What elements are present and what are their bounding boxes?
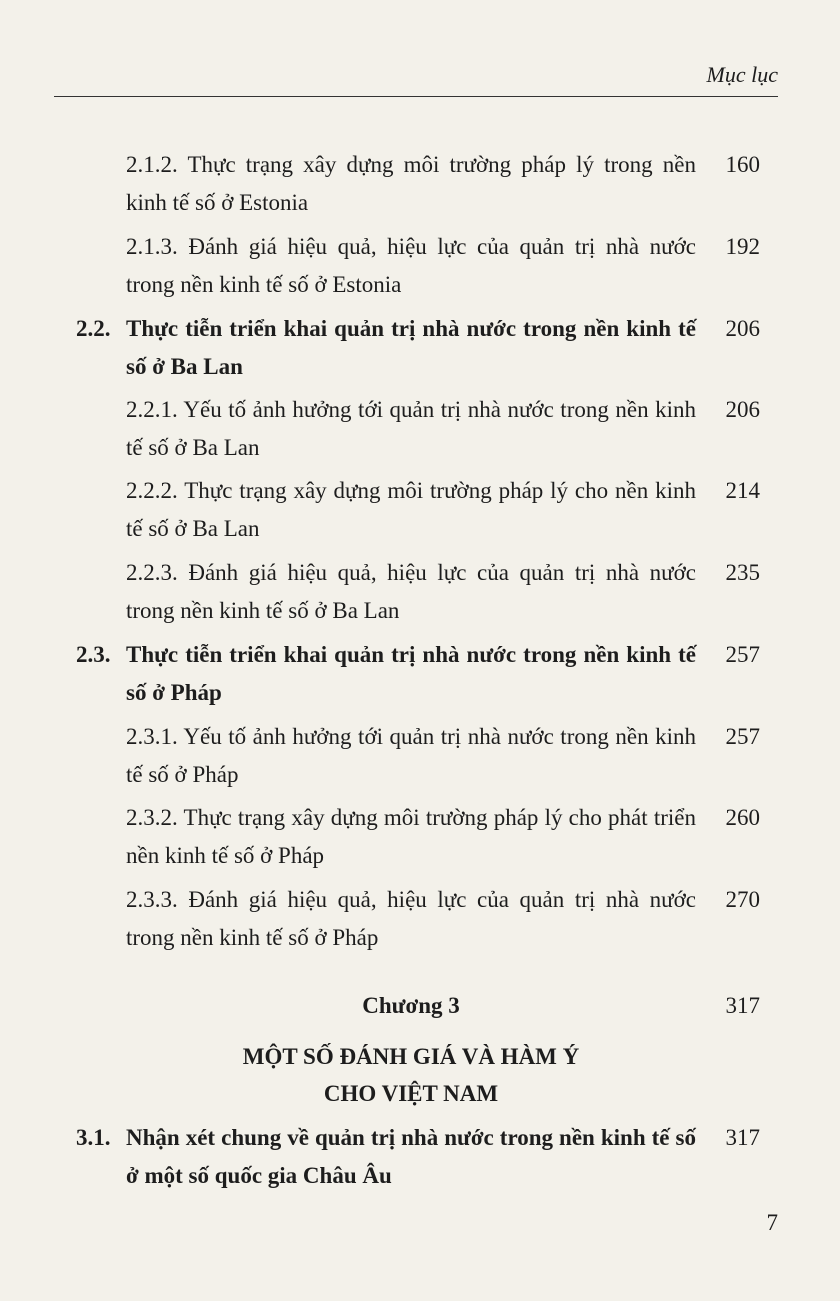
toc-section-text: Thực tiễn triển khai quản trị nhà nước trong nền kinh tế số ở Ba Lan	[126, 316, 696, 379]
toc-section	[0, 636, 760, 716]
page-number: 7	[766, 1210, 778, 1235]
chapter-title-line1: MỘT SỐ ĐÁNH GIÁ VÀ HÀM Ý	[242, 1044, 580, 1069]
toc-entry-page: 214	[725, 478, 760, 503]
toc-entry-page: 206	[725, 397, 760, 422]
toc-entry	[0, 146, 760, 226]
chapter-page: 317	[725, 993, 760, 1018]
toc-section-number: 3.1.	[76, 1125, 111, 1150]
toc-entry-page: 160	[725, 152, 760, 177]
toc-entry-text: 2.1.2. Thực trạng xây dựng môi trường pháp lý trong nền kinh tế số ở Estonia	[126, 152, 696, 215]
toc-entry-text: 2.2.1. Yếu tố ảnh hưởng tới quản trị nhà nước trong nền kinh tế số ở Ba Lan	[126, 397, 696, 460]
toc-section-page: 317	[725, 1125, 760, 1150]
toc-section	[0, 310, 760, 390]
toc-section-page: 257	[725, 642, 760, 667]
toc-entry	[0, 472, 760, 552]
header-rule	[54, 96, 778, 97]
toc-section-text: Nhận xét chung về quản trị nhà nước trong nền kinh tế số ở một số quốc gia Châu Âu	[126, 1125, 696, 1188]
toc-entry	[0, 718, 760, 798]
toc-entry-page: 270	[725, 887, 760, 912]
toc-entry-page: 235	[725, 560, 760, 585]
toc-entry-text: 2.3.1. Yếu tố ảnh hưởng tới quản trị nhà nước trong nền kinh tế số ở Pháp	[126, 724, 696, 787]
toc-section-number: 2.3.	[76, 642, 111, 667]
toc-entry-text: 2.1.3. Đánh giá hiệu quả, hiệu lực của quản trị nhà nước trong nền kinh tế số ở Estonia	[126, 234, 696, 297]
toc-entry-text: 2.3.3. Đánh giá hiệu quả, hiệu lực của quản trị nhà nước trong nền kinh tế số ở Pháp	[126, 887, 696, 950]
toc-entry-page: 260	[725, 805, 760, 830]
toc-section-text: Thực tiễn triển khai quản trị nhà nước trong nền kinh tế số ở Pháp	[126, 642, 696, 705]
toc-entry-text: 2.2.3. Đánh giá hiệu quả, hiệu lực của quản trị nhà nước trong nền kinh tế số ở Ba Lan	[126, 560, 696, 623]
chapter-title-line2: CHO VIỆT NAM	[323, 1081, 499, 1106]
toc-entry	[0, 554, 760, 634]
toc-entry	[0, 391, 760, 471]
toc-section-page: 206	[725, 316, 760, 341]
toc-entry-page: 192	[725, 234, 760, 259]
toc-entry	[0, 881, 760, 961]
toc-entry-text: 2.3.2. Thực trạng xây dựng môi trường pháp lý cho phát triển nền kinh tế số ở Pháp	[126, 805, 696, 868]
chapter-label: Chương 3	[362, 993, 460, 1018]
toc-entry	[0, 228, 760, 308]
running-header: Mục lục	[706, 62, 778, 87]
toc-entry-page: 257	[725, 724, 760, 749]
toc-entry	[0, 799, 760, 879]
toc-section	[0, 1119, 760, 1199]
toc-entry-text: 2.2.2. Thực trạng xây dựng môi trường pháp lý cho nền kinh tế số ở Ba Lan	[126, 478, 696, 541]
toc-section-number: 2.2.	[76, 316, 111, 341]
